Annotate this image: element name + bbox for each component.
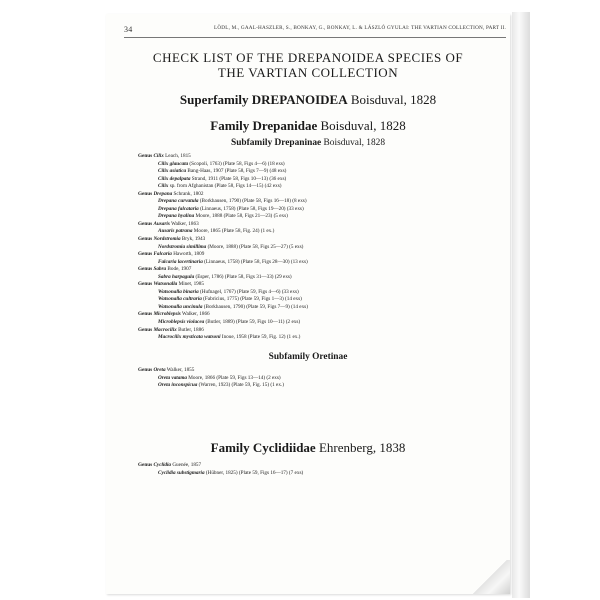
taxon-name: Ausaris patrana xyxy=(158,228,193,235)
taxon-details: (Butler, 1889) (Plate 59, Figs 10—11) (2 exs) xyxy=(204,319,301,326)
genus-label: Genus xyxy=(138,153,154,159)
taxon-name: Nordstromia xyxy=(153,236,181,243)
genus-entry xyxy=(138,367,284,375)
taxon-name: Watsonalla xyxy=(153,281,178,288)
taxon-name: Falcaria xyxy=(153,251,172,258)
genus-entry xyxy=(138,311,308,319)
species-entry xyxy=(138,304,308,312)
genus-label: Genus xyxy=(138,326,154,333)
genus-entry xyxy=(138,236,308,244)
genus-entry xyxy=(138,327,308,335)
title-line-1: CHECK LIST OF THE DREPANOIDEA SPECIES OF xyxy=(152,50,464,65)
taxon-details: (Scopoli, 1763) (Plate 58, Figs 4—6) (18 exs) xyxy=(188,160,285,167)
taxon-name: Macrocilix xyxy=(153,326,177,333)
taxon-name: Watsonalla binaria xyxy=(158,288,199,295)
taxon-details: Walker, 1855 xyxy=(165,367,195,373)
taxon-details: Moore, 1866 (Plate 59, Figs 13—14) (2 exs) xyxy=(186,374,281,381)
species-entry xyxy=(138,296,308,304)
genus-label: Genus xyxy=(138,190,154,197)
taxon-name: Cilix asiatica xyxy=(158,168,187,175)
species-entry xyxy=(138,382,284,390)
genus-entry xyxy=(138,153,308,161)
genus-label: Genus xyxy=(138,251,154,258)
taxon-name: Nordstromia simillima xyxy=(158,243,207,250)
taxon-name: Microblepsis violacea xyxy=(158,319,205,326)
taxon-details: (Hübner, 1825) (Plate 59, Figs 16—17) (7 exs) xyxy=(204,469,304,476)
superfamily-name: Superfamily DREPANOIDEA xyxy=(179,92,348,107)
taxon-details: (Hufnagel, 1767) (Plate 59, Figs 4—6) (33 exs) xyxy=(198,288,299,295)
taxon-details: Bode, 1907 xyxy=(166,266,192,273)
taxon-name: Oreta vatama xyxy=(158,374,187,381)
taxon-details: Haworth, 1809 xyxy=(171,251,205,258)
genus-label: Genus xyxy=(138,281,154,288)
species-list-drepaninae xyxy=(138,153,308,342)
taxon-name: Microblepsis xyxy=(153,311,181,318)
taxon-details: Walker, 1866 xyxy=(180,311,210,318)
taxon-name: Macrocilix mysticata watsoni xyxy=(158,334,221,341)
book-spine-shadow xyxy=(512,12,530,598)
title-line-2: THE VARTIAN COLLECTION xyxy=(217,65,399,80)
taxon-name: Watsonalla uncinula xyxy=(158,303,203,310)
taxon-name: Watsonalla cultraria xyxy=(158,296,202,303)
subfamily-name: Subfamily Oretinae xyxy=(268,352,348,362)
taxon-name: Sabra xyxy=(153,266,167,273)
taxon-details: (Linnaeus, 1758) (Plate 58, Figs 19—20) (33 exs) xyxy=(198,205,304,212)
taxon-details: (Esper, 1786) (Plate 58, Figs 31—33) (29 exs) xyxy=(194,273,292,280)
family-name: Family Cyclidiidae xyxy=(210,440,316,455)
genus-entry xyxy=(138,251,308,259)
taxon-name: Cilix glaucata xyxy=(158,160,189,167)
genus-label: Genus xyxy=(138,266,154,273)
taxon-details: Minet, 1985 xyxy=(177,281,204,288)
taxon-name: Falcaria lacertinaria xyxy=(158,258,203,265)
taxon-details: Bryk, 1943 xyxy=(180,236,206,243)
taxon-name: Sabra harpagula xyxy=(158,273,195,280)
taxon-details: (Linnaeus, 1758) (Plate 58, Figs 28—30) (13 exs) xyxy=(202,258,308,265)
taxon-details: Walker, 1863 xyxy=(169,220,199,227)
taxon-details: Moore, 1888 (Plate 58, Figs 21—23) (5 exs) xyxy=(194,213,288,220)
subfamily-heading-drepaninae xyxy=(106,138,510,148)
taxon-name: Drepana xyxy=(153,190,173,197)
taxon-name: Cilix xyxy=(158,183,169,190)
family-heading-cyclidiidae xyxy=(106,440,510,456)
genus-label: Genus xyxy=(138,367,154,373)
species-list-oretinae xyxy=(138,367,284,390)
taxon-name: Oreta inconspicua xyxy=(158,382,198,389)
species-entry xyxy=(138,334,308,342)
taxon-details: (Moore, 1888) (Plate 58, Figs 25—27) (5 exs) xyxy=(206,243,304,250)
running-header xyxy=(124,25,506,34)
species-entry xyxy=(138,228,308,236)
genus-entry xyxy=(138,462,303,470)
superfamily-author: Boisduval, 1828 xyxy=(347,92,437,107)
taxon-details: Butler, 1886 xyxy=(176,326,204,333)
genus-label: Genus xyxy=(138,220,154,227)
species-entry xyxy=(138,470,303,478)
page-corner-curl xyxy=(470,560,510,594)
genus-entry xyxy=(138,281,308,289)
taxon-details: Bang-Haas, 1907 (Plate 58, Figs 7—9) (48 exs) xyxy=(186,168,287,175)
subfamily-name: Subfamily Drepaninae xyxy=(230,138,322,148)
running-head-text: LÖDL, M., GAAL-HASZLER, S., BONKAY, G., BONKAY, L. & LÁSZLÓ GYULAI: THE VARTIAN COLLECTION, PART II. xyxy=(213,25,506,31)
taxon-details: (Borkhausen, 1790) (Plate 59, Figs 7—9) (14 exs) xyxy=(202,303,308,310)
family-name: Family Drepanidae xyxy=(210,118,318,133)
taxon-details: Strand, 1911 (Plate 58, Figs 10—13) (36 exs) xyxy=(190,175,287,182)
family-heading-drepanidae xyxy=(106,118,510,134)
taxon-details: Moore, 1865 (Plate 58, Fig. 24) (1 ex.) xyxy=(192,228,275,235)
taxon-details: Inoue, 1958 (Plate 59, Fig. 12) (1 ex.) xyxy=(220,334,301,341)
species-entry xyxy=(138,198,308,206)
taxon-details: (Borkhausen, 1790) (Plate 58, Figs 16—18) (8 exs) xyxy=(198,198,307,205)
species-entry xyxy=(138,213,308,221)
family-author: Boisduval, 1828 xyxy=(317,118,406,133)
taxon-name: Drepana falcataria xyxy=(158,205,199,212)
taxon-name: Cyclidia substigmaria xyxy=(158,469,205,476)
taxon-name: Drepana curvatula xyxy=(158,198,199,205)
species-entry xyxy=(138,183,308,191)
page-number: 34 xyxy=(124,25,133,34)
species-entry xyxy=(138,244,308,252)
species-entry xyxy=(138,259,308,267)
superfamily-heading xyxy=(106,92,510,108)
genus-label: Genus xyxy=(138,311,154,318)
taxon-name: Cilix xyxy=(153,153,164,159)
header-rule xyxy=(124,37,506,38)
species-entry xyxy=(138,274,308,282)
subfamily-author: Boisduval, 1828 xyxy=(321,138,386,148)
taxon-name: Ausaris xyxy=(153,220,170,227)
taxon-details: (Fabricius, 1775) (Plate 59, Figs 1—3) (14 exs) xyxy=(201,296,302,303)
taxon-name: Drepana hyalina xyxy=(158,213,195,220)
taxon-details: Schrank, 1802 xyxy=(172,190,204,197)
species-entry xyxy=(138,319,308,327)
genus-entry xyxy=(138,266,308,274)
species-list-cyclidiidae xyxy=(138,462,303,477)
taxon-details: sp. from Afghanistan (Plate 58, Figs 14—15) (42 exs) xyxy=(168,183,282,190)
taxon-name: Cyclidia xyxy=(153,462,172,468)
taxon-name: Cilix depalpata xyxy=(158,175,191,182)
taxon-details: Guenée, 1857 xyxy=(171,462,202,468)
genus-label: Genus xyxy=(138,462,154,468)
species-entry xyxy=(138,168,308,176)
family-author: Ehrenberg, 1838 xyxy=(315,440,406,455)
species-entry xyxy=(138,375,284,383)
taxon-details: (Warren, 1923) (Plate 59, Fig. 15) (1 ex.) xyxy=(197,382,284,389)
genus-label: Genus xyxy=(138,236,154,243)
page-title xyxy=(106,50,510,80)
taxon-name: Oreta xyxy=(153,367,166,373)
taxon-details: Leach, 1815 xyxy=(163,153,191,159)
species-entry xyxy=(138,161,308,169)
subfamily-heading-oretinae xyxy=(106,352,510,362)
